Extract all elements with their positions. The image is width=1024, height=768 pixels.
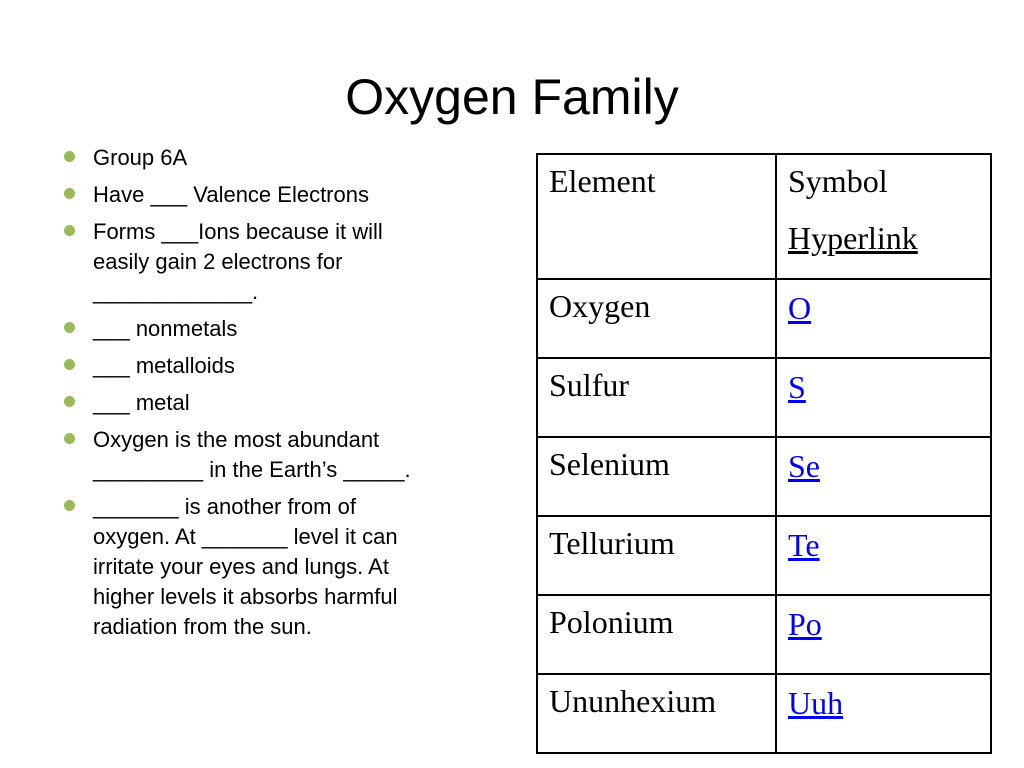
bullet-item: Group 6A [62,143,512,173]
element-name-cell: Selenium [537,437,776,516]
bullet-item: Have ___ Valence Electrons [62,180,512,210]
table-row [537,437,991,516]
table-row [537,674,991,753]
header-cell-element [537,154,776,279]
element-name-cell: Polonium [537,595,776,674]
header-symbol-label: Symbol [788,163,888,199]
table-row [537,279,991,358]
element-name-cell: Sulfur [537,358,776,437]
symbol-link-s[interactable]: S [788,369,806,405]
table-row [537,595,991,674]
symbol-cell [776,437,991,516]
bullet-dot-icon [64,359,75,370]
symbol-cell [776,674,991,753]
table-row [537,516,991,595]
header-hyperlink-label: Hyperlink [788,220,918,256]
symbol-link-po[interactable]: Po [788,606,822,642]
bullet-dot-icon [64,151,75,162]
element-name-cell: Tellurium [537,516,776,595]
table-header-row [537,154,991,279]
symbol-link-se[interactable]: Se [788,448,820,484]
bullet-item: Oxygen is the most abundant _________ in the Earth’s _____. [62,425,512,485]
symbol-cell [776,595,991,674]
symbol-cell [776,279,991,358]
bullet-item: _______ is another from of oxygen. At _______ level it can irritate your eyes and lungs. At higher levels it absorbs harmful radiation from the sun. [62,492,512,642]
element-table [536,153,992,754]
bullet-dot-icon [64,500,75,511]
bullet-item: ___ metal [62,388,512,418]
symbol-cell [776,358,991,437]
bullet-item: Forms ___Ions because it will easily gain 2 electrons for _____________. [62,217,512,307]
bullet-item: ___ metalloids [62,351,512,381]
bullet-dot-icon [64,188,75,199]
symbol-link-te[interactable]: Te [788,527,820,563]
bullet-dot-icon [64,433,75,444]
bullet-item: ___ nonmetals [62,314,512,344]
bullet-dot-icon [64,225,75,236]
bullet-dot-icon [64,396,75,407]
slide-title: Oxygen Family [345,69,679,125]
header-element-label: Element [549,163,656,199]
element-name-cell: Ununhexium [537,674,776,753]
bullet-list [62,143,512,649]
element-name-cell: Oxygen [537,279,776,358]
symbol-link-uuh[interactable]: Uuh [788,685,844,721]
symbol-cell [776,516,991,595]
header-cell-symbol [776,154,991,279]
symbol-link-o[interactable]: O [788,290,812,326]
table-row [537,358,991,437]
bullet-dot-icon [64,322,75,333]
